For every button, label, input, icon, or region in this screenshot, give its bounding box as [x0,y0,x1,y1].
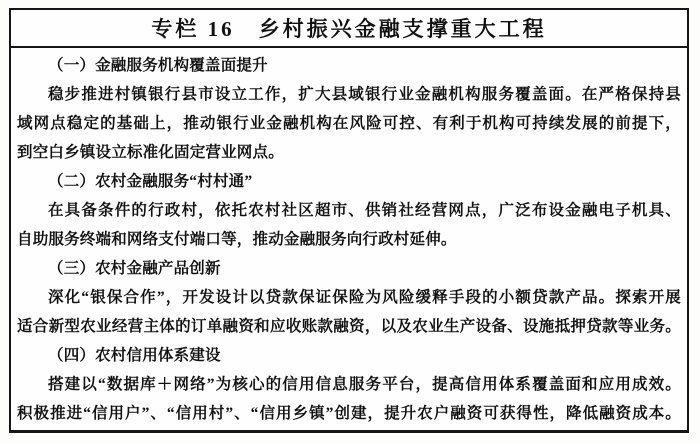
section-2-line: 在具备条件的行政村，依托农村社区超市、供销社经营网点，广泛布设金融电子机具、 [48,202,681,219]
section-3-line: 深化“银保合作”，开发设计以贷款保证保险为风险缓释手段的小额贷款产品。探索开展 [48,289,681,306]
section-4-heading: （四）农村信用体系建设 [48,347,221,364]
section-1-line: 稳步推进村镇银行县市设立工作，扩大县域银行业金融机构服务覆盖面。在严格保持县 [48,86,681,103]
section-1-heading: （一）金融服务机构覆盖面提升 [48,57,268,74]
column-panel [9,8,689,433]
section-4-line: 搭建以“数据库＋网络”为核心的信用信息服务平台，提高信用体系覆盖面和应用成效。 [48,376,681,393]
section-2-heading: （二）农村金融服务“村村通” [48,173,253,190]
section-1-line: 到空白乡镇设立标准化固定营业网点。 [17,144,284,161]
section-2-line: 自助服务终端和网络支付端口等，推动金融服务向行政村延伸。 [17,231,457,248]
section-1-line: 域网点稳定的基础上，推动银行业金融机构在风险可控、有利于机构可持续发展的前提下， [17,115,681,132]
panel-title: 专栏 16 乡村振兴金融支撑重大工程 [11,10,687,48]
section-3-line: 适合新型农业经营主体的订单融资和应收账款融资，以及农业生产设备、设施抵押贷款等业务。 [17,318,681,335]
panel-body [11,48,687,428]
section-4-line: 积极推进“信用户”、“信用村”、“信用乡镇”创建，提升农户融资可获得性，降低融资成本。 [17,405,681,422]
section-3-heading: （三）农村金融产品创新 [48,260,221,277]
